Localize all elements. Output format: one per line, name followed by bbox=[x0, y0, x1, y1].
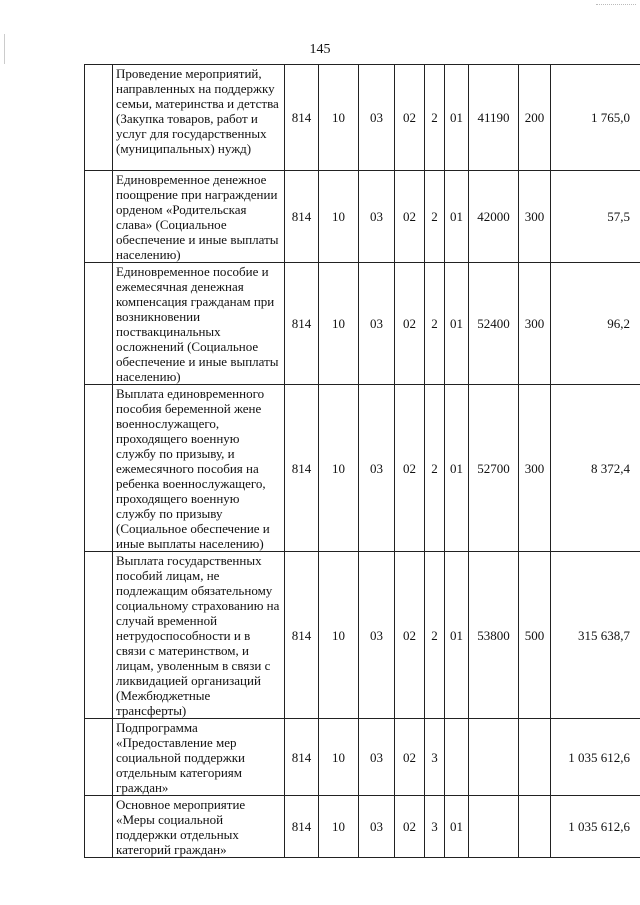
row-name-cell: Выплата единовременного пособия беременной жене военнослужащего, проходящего военную службу по призыву, и ежемесячного пособия на ребенка военнослужащего, проходящего военную службу по призыву (Социальное обеспечение и иные выплаты населению) bbox=[113, 385, 285, 552]
row-code-cell-c8: 300 bbox=[519, 263, 551, 385]
row-code-cell-c1: 814 bbox=[285, 263, 319, 385]
table-row bbox=[85, 796, 640, 858]
row-code-cell-c2: 10 bbox=[319, 719, 359, 796]
row-amount-cell: 57,5 bbox=[551, 171, 640, 263]
row-code-cell-c7: 53800 bbox=[469, 552, 519, 719]
row-name-cell: Единовременное денежное поощрение при награждении орденом «Родительская слава» (Социальное обеспечение и иные выплаты населению) bbox=[113, 171, 285, 263]
row-code-cell-c2: 10 bbox=[319, 385, 359, 552]
row-code-cell-c3: 03 bbox=[359, 65, 395, 171]
row-code-cell-c4: 02 bbox=[395, 65, 425, 171]
row-code-cell-c7: 41190 bbox=[469, 65, 519, 171]
row-code-cell-c2: 10 bbox=[319, 796, 359, 858]
row-code-cell-c5: 2 bbox=[425, 552, 445, 719]
row-amount-cell: 8 372,4 bbox=[551, 385, 640, 552]
row-code-cell-c3: 03 bbox=[359, 552, 395, 719]
row-code-cell-c2: 10 bbox=[319, 263, 359, 385]
row-code-cell-c6: 01 bbox=[445, 552, 469, 719]
row-code-cell-c7 bbox=[469, 719, 519, 796]
page-number: 145 bbox=[309, 42, 331, 57]
row-code-cell-c6: 01 bbox=[445, 171, 469, 263]
row-code-cell-c5: 2 bbox=[425, 385, 445, 552]
row-blank-cell bbox=[85, 719, 113, 796]
table-row bbox=[85, 263, 640, 385]
row-code-cell-c8 bbox=[519, 719, 551, 796]
row-blank-cell bbox=[85, 385, 113, 552]
row-code-cell-c4: 02 bbox=[395, 552, 425, 719]
row-code-cell-c1: 814 bbox=[285, 65, 319, 171]
row-code-cell-c2: 10 bbox=[319, 552, 359, 719]
row-code-cell-c5: 3 bbox=[425, 796, 445, 858]
table-row bbox=[85, 171, 640, 263]
row-code-cell-c6: 01 bbox=[445, 263, 469, 385]
row-code-cell-c8 bbox=[519, 796, 551, 858]
row-code-cell-c5: 2 bbox=[425, 263, 445, 385]
row-name-cell: Основное мероприятие «Меры социальной поддержки отдельных категорий граждан» bbox=[113, 796, 285, 858]
row-code-cell-c7 bbox=[469, 796, 519, 858]
row-code-cell-c3: 03 bbox=[359, 796, 395, 858]
row-code-cell-c8: 500 bbox=[519, 552, 551, 719]
row-code-cell-c1: 814 bbox=[285, 171, 319, 263]
row-code-cell-c3: 03 bbox=[359, 719, 395, 796]
row-code-cell-c6: 01 bbox=[445, 796, 469, 858]
scan-corner-mark bbox=[596, 4, 636, 6]
row-code-cell-c6 bbox=[445, 719, 469, 796]
row-code-cell-c7: 42000 bbox=[469, 171, 519, 263]
row-code-cell-c7: 52400 bbox=[469, 263, 519, 385]
table-row bbox=[85, 65, 640, 171]
budget-table bbox=[84, 64, 640, 858]
row-code-cell-c1: 814 bbox=[285, 796, 319, 858]
row-name-cell: Единовременное пособие и ежемесячная денежная компенсация гражданам при возникновении поствакцинальных осложнений (Социальное обеспечение и иные выплаты населению) bbox=[113, 263, 285, 385]
row-amount-cell: 96,2 bbox=[551, 263, 640, 385]
row-name-cell: Проведение мероприятий, направленных на поддержку семьи, материнства и детства (Закупка товаров, работ и услуг для государственных (муниципальных) нужд) bbox=[113, 65, 285, 171]
row-code-cell-c2: 10 bbox=[319, 65, 359, 171]
row-amount-cell: 1 035 612,6 bbox=[551, 719, 640, 796]
row-code-cell-c3: 03 bbox=[359, 171, 395, 263]
table-row bbox=[85, 552, 640, 719]
row-code-cell-c4: 02 bbox=[395, 796, 425, 858]
row-blank-cell bbox=[85, 263, 113, 385]
row-code-cell-c8: 300 bbox=[519, 171, 551, 263]
row-code-cell-c1: 814 bbox=[285, 385, 319, 552]
row-code-cell-c8: 300 bbox=[519, 385, 551, 552]
row-blank-cell bbox=[85, 171, 113, 263]
row-code-cell-c8: 200 bbox=[519, 65, 551, 171]
row-code-cell-c5: 2 bbox=[425, 171, 445, 263]
row-code-cell-c7: 52700 bbox=[469, 385, 519, 552]
row-code-cell-c2: 10 bbox=[319, 171, 359, 263]
row-name-cell: Выплата государственных пособий лицам, не подлежащим обязательному социальному страхованию на случай временной нетрудоспособности и в связи с материнством, и лицам, уволенным в связи с ликвидацией организаций (Межбюджетные трансферты) bbox=[113, 552, 285, 719]
row-code-cell-c4: 02 bbox=[395, 385, 425, 552]
row-code-cell-c6: 01 bbox=[445, 65, 469, 171]
table-row bbox=[85, 385, 640, 552]
row-code-cell-c6: 01 bbox=[445, 385, 469, 552]
row-code-cell-c5: 2 bbox=[425, 65, 445, 171]
row-code-cell-c3: 03 bbox=[359, 385, 395, 552]
row-code-cell-c3: 03 bbox=[359, 263, 395, 385]
row-amount-cell: 1 765,0 bbox=[551, 65, 640, 171]
row-code-cell-c5: 3 bbox=[425, 719, 445, 796]
row-code-cell-c1: 814 bbox=[285, 719, 319, 796]
row-blank-cell bbox=[85, 552, 113, 719]
row-blank-cell bbox=[85, 796, 113, 858]
row-code-cell-c4: 02 bbox=[395, 171, 425, 263]
row-amount-cell: 1 035 612,6 bbox=[551, 796, 640, 858]
row-blank-cell bbox=[85, 65, 113, 171]
table-row bbox=[85, 719, 640, 796]
row-code-cell-c4: 02 bbox=[395, 263, 425, 385]
row-name-cell: Подпрограмма «Предоставление мер социальной поддержки отдельным категориям граждан» bbox=[113, 719, 285, 796]
row-code-cell-c1: 814 bbox=[285, 552, 319, 719]
row-code-cell-c4: 02 bbox=[395, 719, 425, 796]
row-amount-cell: 315 638,7 bbox=[551, 552, 640, 719]
